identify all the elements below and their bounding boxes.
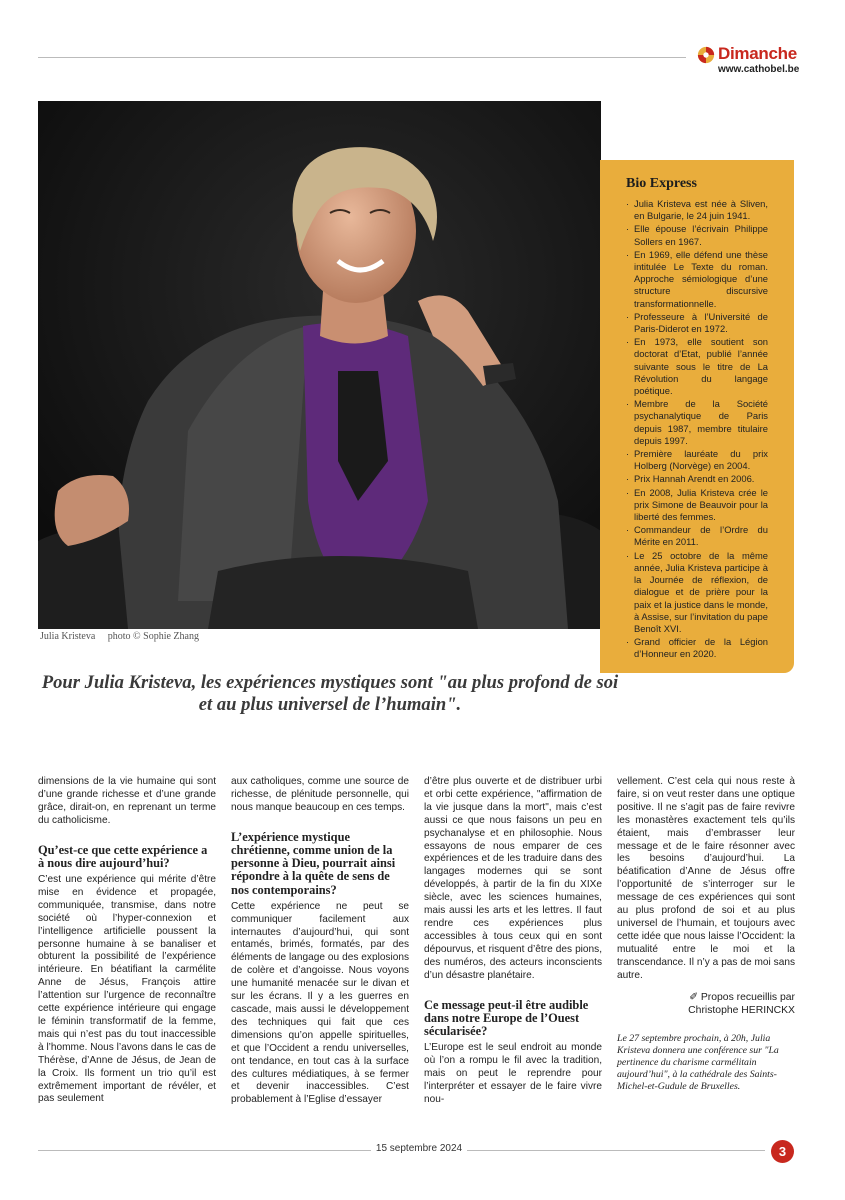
paragraph: dimensions de la vie humaine qui sont d’une grande richesse et d’une grande grâce, dirait-on, en reprenant un terme du catholicisme. xyxy=(38,776,216,826)
brand-name: Dimanche xyxy=(718,44,797,63)
caption-credit: photo © Sophie Zhang xyxy=(107,631,199,642)
caption-name: Julia Kristeva xyxy=(40,631,96,642)
bio-item: · Commandeur de l’Ordre du Mérite en 2011. xyxy=(626,524,768,548)
paragraph: vellement. C’est cela qui nous reste à faire, si on veut rester dans une optique positive. Il ne s’agit pas de faire revivre les monastères exactement tels qu’ils étaient, mais d’embrasser leur message et de le faire résonner avec les besoins d’aujourd’hui. La béatification d’Anne de Jésus offre l’opportunité de s’interroger sur le message de ces expériences qui sont au plus profond de soi et au plus universel de l’humain, et toujours avec cette idée que nous laisse l’Occident: la mutualité entre le moi et la transcendance. Il n’y a pas de moi sans autre. xyxy=(617,776,795,981)
bio-list xyxy=(626,198,768,661)
bio-item: · Professeure à l’Université de Paris-Diderot en 1972. xyxy=(626,311,768,335)
footer-date: 15 septembre 2024 xyxy=(375,1143,463,1154)
question-heading: Qu’est-ce que cette expérience a à nous dire aujourd’hui? xyxy=(38,842,208,870)
bio-item: · Prix Hannah Arendt en 2006. xyxy=(626,473,768,485)
dimanche-logo-icon xyxy=(697,46,715,64)
paragraph: aux catholiques, comme une source de richesse, de plénitude personnelle, qui nous manque beaucoup en ces temps. xyxy=(231,776,409,813)
bio-item: · Grand officier de la Légion d’Honneur en 2020. xyxy=(626,636,768,660)
article-column-3 xyxy=(424,776,602,1107)
paragraph: Cette expérience ne peut se communiquer facilement aux internautes d’aujourd’hui, qui sont entamés, brimés, formatés, par des éléments de langage ou des explosions de colère et d’angoisse. Nous voyons une humanité menacée sur le divan et sur les écrans. Il y a les guerres en cascade, mais aussi le développement des techniques qui fait que ces dimensions qu’on appelle spirituelles, et que l’Occident a rendu universelles, ont tendance, en tout cas à la surface des cultures médiatiques, à se fermer et devenir inaccessibles. C’est probablement à l’Eglise d’essayer xyxy=(231,900,409,1106)
article-column-1 xyxy=(38,776,216,1106)
portrait-illustration xyxy=(38,101,601,629)
bio-item: · Membre de la Société psychanalytique de Paris depuis 1987, membre titulaire depuis 1997. xyxy=(626,398,768,447)
article-column-4 xyxy=(617,776,795,1094)
article-column-2 xyxy=(231,776,409,1107)
footer-rule-left xyxy=(38,1150,371,1151)
portrait-photo xyxy=(38,101,601,629)
paragraph: d’être plus ouverte et de distribuer urbi et orbi cette expérience, "affirmation de la vie jusque dans la mort", mais c’est aussi ce que nous faisons un peu en psychanalyse et en philosophie. Nous essayons de nous emparer de ces expériences et de les traduire dans des langages modernes qui se sont développés, à partir de la fin du XIXe siècle, avec les sciences humaines, mais aussi les arts et les lettres. Il faut rendre ces expériences plus accessibles à tous ceux qui en sont dépourvus, et risquent d’être des pions, des numéros, des acteurs inconscients d’un désastre planétaire. xyxy=(424,776,602,981)
page-number: 3 xyxy=(771,1140,794,1163)
bio-item: · En 1969, elle défend une thèse intitulée Le Texte du roman. Approche sémiologique d’une structure discursive transformationnelle. xyxy=(626,249,768,310)
signature-author: Christophe HERINCKX xyxy=(688,1004,795,1016)
footer-rule-right xyxy=(467,1150,765,1151)
bio-title: Bio Express xyxy=(626,176,697,191)
bio-item: · En 2008, Julia Kristeva crée le prix Simone de Beauvoir pour la liberté des femmes. xyxy=(626,487,768,524)
lead-quote: Pour Julia Kristeva, les expériences mystiques sont "au plus profond de soi et au plus universel de l’humain". xyxy=(41,672,619,715)
brand-url[interactable]: www.cathobel.be xyxy=(718,64,800,75)
bio-item: · En 1973, elle soutient son doctorat d’Etat, publié l’année suivante sous le titre de La Révolution du langage poétique. xyxy=(626,336,768,397)
event-note: Le 27 septembre prochain, à 20h, Julia Kristeva donnera une conférence sur "La pertinence du charisme carmélitain aujourd’hui", à la cathédrale des Saints-Michel-et-Gudule de Bruxelles. xyxy=(617,1032,779,1093)
signature-line-1: ✐ Propos recueillis par xyxy=(689,991,795,1003)
signature xyxy=(617,991,795,1017)
question-heading: Ce message peut-il être audible dans notre Europe de l’Ouest sécularisée? xyxy=(424,997,589,1038)
header-rule xyxy=(38,57,686,58)
bio-item: · Elle épouse l’écrivain Philippe Sollers en 1967. xyxy=(626,223,768,247)
bio-item: · Le 25 octobre de la même année, Julia Kristeva participe à la Journée de réflexion, de dialogue et de prière pour la paix et la justice dans le monde, à Assise, sur l’invitation du pape Benoît XVI. xyxy=(626,550,768,635)
paragraph: L’Europe est le seul endroit au monde où l’on a rompu le fil avec la tradition, mais on peut le reprendre pour l’interpréter et essayer de le faire vivre nou- xyxy=(424,1042,602,1105)
paragraph: C’est une expérience qui mérite d’être mise en évidence et propagée, communiquée, transmise, dans notre société où l’hyper-connexion et l’intelligence artificielle poussent la personne humaine à se banaliser et obturent la possibilité de l’expérience intérieure. En béatifiant la carmélite Anne de Jésus, François attire l’attention sur l’urgence de reconnaître cette expérience intérieure qui engage le féminin transformatif de la femme, mais qui n’est pas du tout inaccessible à l’homme. Nous l’avons dans le cas de Thérèse, d’Anne de Jésus, de Jean de la Croix. Ils forment un trio qu’il est extrêmement important de révéler, et pas seulement xyxy=(38,874,216,1105)
bio-express-box xyxy=(600,160,794,673)
bio-item: · Première lauréate du prix Holberg (Norvège) en 2004. xyxy=(626,448,768,472)
question-heading: L’expérience mystique chrétienne, comme union de la personne à Dieu, pourrait ainsi répondre à la quête de sens de nos contemporains? xyxy=(231,829,396,897)
bio-item: · Julia Kristeva est née à Sliven, en Bulgarie, le 24 juin 1941. xyxy=(626,198,768,222)
photo-caption xyxy=(40,631,209,642)
